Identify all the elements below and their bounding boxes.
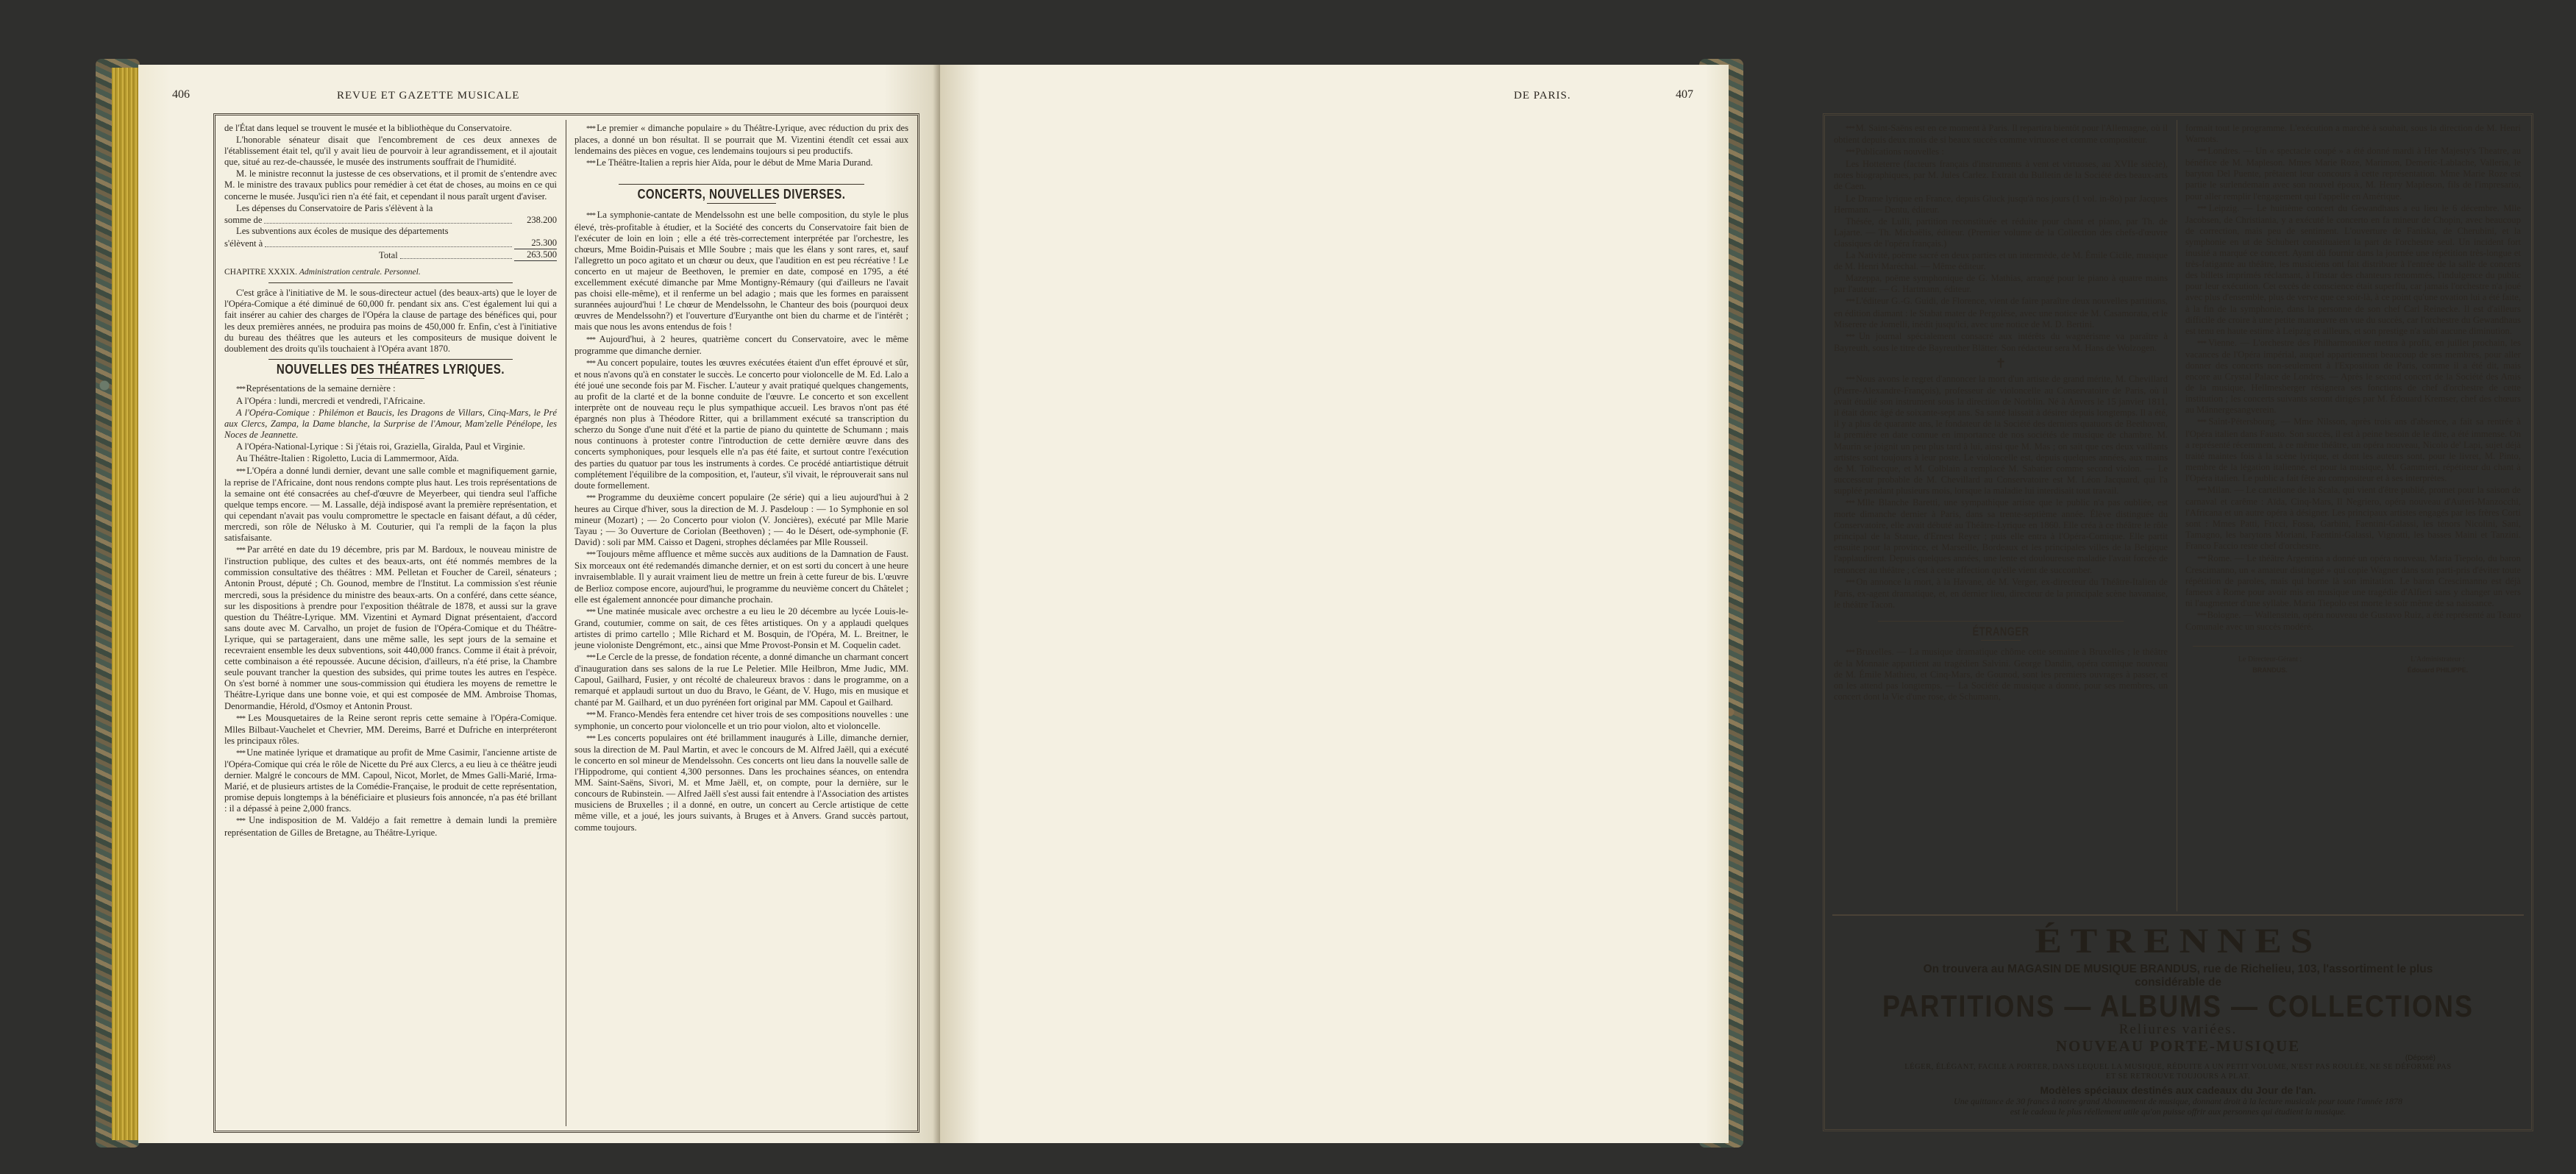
signature-name: Édouard PHILIPPE. (2407, 666, 2469, 675)
chapter-number: CHAPITRE XXXIX. (224, 268, 298, 277)
paragraph: Aujourd'hui, à 2 heures, quatrième concert du Conservatoire, avec le même programme que dimanche dernier. (574, 333, 909, 356)
paragraph: Les subventions aux écoles de musique des départements (236, 225, 449, 236)
budget-line-2 (224, 238, 557, 249)
paragraph: L'honorable sénateur disait que l'encombrement de ces deux annexes de l'établissement était tel, qu'il y avait lieu de pourvoir à leur agrandissement, et il ajoutait que, situé au rez-de-chaussée, le musée des instruments souffrait de l'humidité. (224, 135, 557, 168)
paragraph: Rome. — Le théâtre Argentina a donné un opéra nouveau, Maria Tiepolo, du baron Crescimanno, un « amateur distingué » qui copie Wagner dans son parti-pris d'éviter toute répétition de paroles, mais qui borne là son imitation. Le baron Crescimanno est déjà fameux à Rome pour avoir mis en musique une tragédie d'Alfieri sans y changer un vers ni l'augmenter d'une syllabe. Maria Tiepolo est morte le soir même de sa naissance. (2185, 552, 2521, 608)
paragraph: La Nativité, poëme sacré en deux parties et un intermède, de M. Émile Cicile, musique de M. Henri Maréchal. — Même éditeur. (1834, 250, 2168, 272)
signature-name: BRANDUS. (2252, 666, 2288, 675)
budget-amount: 238.200 (527, 214, 557, 225)
signatures (2185, 654, 2521, 676)
paragraph: Une indisposition de M. Valdéjo a fait remettre à demain lundi la première représentation de Gilles de Bretagne, au Théâtre-Lyrique. (224, 815, 557, 838)
running-head-right: DE PARIS. (1514, 90, 1571, 102)
ad-line: On trouvera au MAGASIN DE MUSIQUE BRANDUS, rue de Richelieu, 103, l'assortiment le plus (1923, 963, 2433, 975)
signature-title: L'Administrateur : (2410, 655, 2465, 664)
column-left-2: *** Le premier « dimanche populaire » du Théâtre-Lyrique, avec réduction du prix des places, a donné un bon résultat. Il se pourrait que M. Vizentini étendît cet essai aux lendemains des pièces en vogue, ces lendemains toujours si peu productifs. *** Le Théâtre-Italien a repris hier Aïda, pour le début de Mme Maria Durand. CONCERTS, NOUVELLES DIVERSES. *** La symphonie-cantate de Mendelssohn est une belle composition, du style le plus élevé, très-profitable à étudier, et la Société des concerts du Conservatoire fait bien de l'exécuter de loin en loin ; elle a été très-correctement interprétée par l'orchestre, les chœurs, Mme Boidin-Puisais et Mlle Soubre ; mais que les élans y sont rares, et, sauf l'allegretto un poco agitato et un chœur ou deux, que l'audition en est peu récréative ! Le concerto en ut majeur de Beethoven, le premier en date, composé en 1795, a été excellemment exécuté dimanche par Mme Montigny-Rémaury (qui d'ailleurs ne l'avait pas choisi elle-même), et il renferme un bel adagio ; mais que les formes en paraissent surannées aujourd'hui ! Le chœur de Mendelssohn, le Chanteur des bois (pourquoi deux œuvres de Mendelssohn?) et l'ouverture d'Euryanthe ont bien du charme et de l'intérêt ; mais que nous les avons entendus de fois ! *** Aujourd'hui, à 2 heures, quatrième concert du Conservatoire, avec le même programme que dimanche dernier. *** Au concert populaire, toutes les œuvres exécutées étaient d'un effet éprouvé et sûr, et nous n'avons qu'à en constater le succès. Le concerto pour violoncelle de M. Ed. Lalo a été joué une seconde fois par M. Fischer. L'auteur y avait pratiqué quelques changements, au profit de la clarté et de la bonne conduite de l'œuvre. Le concerto et son excellent interprète ont de nouveau reçu le plus sympathique accueil. Les bravos n'ont pas été épargnés non plus à Théodore Ritter, qui a brillamment exécuté sa transcription du scherzo du Songe d'une nuit d'été et la partie de piano du quintette de Schumann ; mais nous continuons à protester contre l'introduction de cette dernière œuvre dans des concerts symphoniques, pour lesquels elle n'a pas été faite, et surtout contre l'exécution des parties du quatuor par tous les instruments à cordes. Ce procédé antiartistique détruit complétement l'équilibre de la composition, et, l'auteur, s'il vivait, le réprouverait sans nul doute formellement. *** Programme du deuxième concert populaire (2e série) qui a lieu aujourd'hui à 2 heures au Cirque d'hiver, sous la direction de M. J. Pasdeloup : — 1o Symphonie en sol mineur (Mozart) ; — 2o Concerto pour violon (V. Joncières), exécuté par Mlle Marie Tayau ; — 3o Ouverture de Coriolan (Beethoven) ; — 4o le Désert, ode-symphonie (F. David) : soli par MM. Caisso et Dageni, strophes déclamées par Mlle Rousseil. *** Toujours même affluence et même succès aux auditions de la Damnation de Faust. Six morceaux ont été redemandés dimanche dernier, et on est sorti du concert à une heure invraisemblable. Il y aurait vraiment lieu de mettre un frein à cette fureur de bis. L'œuvre de Berlioz compose encore, aujourd'hui, le programme du neuvième concert du Châtelet ; elle est également annoncée pour dimanche prochain. *** Une matinée musicale avec orchestre a eu lieu le 20 décembre au lycée Louis-le-Grand, coutumier, comme on sait, de ces fêtes artistiques. On y a applaudi quelques artistes di primo cartello ; Mlle Richard et M. Bosquin, de l'Opéra, M. L. Breitner, le jeune violoniste Dengrémont, etc., ainsi que Mme Provost-Ponsin et M. Coquelin cadet. *** Le Cercle de la presse, de fondation récente, a donné dimanche un charmant concert d'inauguration dans ses salons de la rue Le Peletier. Mlle Heilbron, Mme Judic, MM. Capoul, Gailhard, Fusier, y ont récolté de chaleureux bravos : dans le programme, on a remarqué et applaudi surtout un duo du Bravo, le Géant, de V. Hugo, mis en musique et chanté par M. Gailhard, et un duo pyrénéen fort original par MM. Capoul et Gailhard. *** M. Franco-Mendès fera entendre cet hiver trois de ses compositions nouvelles : une symphonie, un concerto pour violoncelle et un trio pour violon, alto et violoncelle. *** Les concerts populaires ont été brillamment inaugurés à Lille, dimanche dernier, sous la direction de M. Paul Martin, et avec le concours de M. Alfred Jaëll, qui a exécuté le concerto en sol mineur de Mendelssohn. Ces concerts ont lieu dans la nouvelle salle de l'Hippodrome, qui contient 4,300 personnes. Dans les prochaines séances, on entendra MM. Saint-Saëns, Sivori, M. et Mme Jaëll, et, on compte, pour la dernière, sur le concours de Rubinstein. — Alfred Jaëll s'est aussi fait entendre à l'Association des artistes musiciens de Bruxelles ; il a donné, en outre, un concert au Cercle artistique de cette même ville, et a joué, les jours suivants, à Bruges et à Anvers. Grand succès partout, comme toujours. (574, 123, 909, 833)
paragraph: Nous avons le regret d'annoncer la mort d'un artiste de grand mérite, M. Chevillard (Pierre-Alexandre-François), professeur de violoncelle au Conservatoire de Paris, où il avait étudié son instrument sous la direction de Norblin. Né à Anvers le 15 janvier 1811, il était donc âgé de soixante-sept ans. Sa santé laissait à désirer depuis longtemps. Il a été, il y a plus de quarante ans, le fondateur de la Société des derniers quatuors de Beethoven, la première en date connue en importance de nos sociétés de musique de chambre. M. Maurin se joignit un peu plus tard à lui, ainsi que M. Mas ; on sait que ces deux vaillants artistes sont toujours à leur poste. Le violoncelle est, depuis quelques années, aux mains de M. Tolbecque, et M. Colblain a remplacé M. Sabatier comme second violon. — Le successeur probable de M. Chevillard au Conservatoire est M. Léon Jacquard, qui l'a suppléé pendant plusieurs mois, lorsque la maladie lui interdisait tout travail. (1834, 373, 2168, 496)
ad-headline: PARTITIONS — ALBUMS — COLLECTIONS (1882, 988, 2474, 1023)
ad-models: Modèles spéciaux destinés aux cadeaux du Jour de l'an. (2040, 1084, 2316, 1096)
total-label: Total (379, 250, 398, 261)
paragraph: Représentations de la semaine dernière : (246, 383, 396, 394)
paragraph: Londres. — Un « spectacle coupé » a été donné mardi à Her Majesty's Theatre, au bénéfice de M. Mapleson. Mmes Marie Roze, Marimon, Demeric-Lablache, Valleria, le baryton Del Puente, prêtaient leur concours à cette représentation. Mme Marie Roze est partie le surlendemain avec son nouvel époux, M. Henry Mapleson, fils de l'impresario, pour aller remplir l'engagement qui l'appelle en Amérique. (2185, 146, 2522, 202)
paragraph: Toujours même affluence et même succès aux auditions de la Damnation de Faust. Six morceaux ont été redemandés dimanche dernier, et on est sorti du concert à une heure invraisemblable. Il y aurait vraiment lieu de mettre un frein à cette fureur de bis. L'œuvre de Berlioz compose encore, aujourd'hui, le programme du neuvième concert du Châtelet ; elle est également annoncée pour dimanche prochain. (574, 549, 909, 605)
paragraph: L'éditeur G.-G. Guidi, de Florence, vient de faire paraître deux nouvelles partitions, en édition diamant : le Stabat mater de Pergolèse, avec une notice de M. Casamorata, et le Miserere de Jomelli, inédit jusqu'ici, avec une notice de M. D. Bertini. (1834, 296, 2168, 330)
right-page (940, 65, 2522, 1143)
paragraph: Mlle Blanche Baretti, une sympathique artiste que le public n'a pas oubliée, est morte dimanche dernier à Paris, dans sa trente-septième année. Élève distinguée du Conservatoire, elle avait débuté au Théâtre-Lyrique en 1860. Elle créa à ce théâtre le rôle principal de la Statue, d'Ernest Reyer ; puis elle entra à l'Opéra-Comique. Elle partit ensuite pour la province, et Marseille, Bordeaux et les principales villes de la Belgique l'applaudirent. Depuis quelques années, une lente et douloureuse maladie l'avait forcée de renoncer au théâtre ; c'est à cette affection qu'elle vient de succomber. (1834, 497, 2168, 575)
section-heading-concerts: CONCERTS, NOUVELLES DIVERSES. (637, 187, 846, 203)
paragraph: A l'Opéra-Comique : Philémon et Baucis, les Dragons de Villars, Cinq-Mars, le Pré aux Clercs, Zampa, la Dame blanche, la Surprise de l'Amour, Mam'zelle Pénélope, les Noces de Jeannette. (224, 408, 557, 441)
paragraph: Les Hotteterre (facteurs français d'instruments à vent et virtuoses, au XVIIe siècle), notes biographiques, par M. Jules Carlez. Extrait du Bulletin de la Société des beaux-arts de Caen. (1834, 159, 2168, 192)
ad-porte-musique: NOUVEAU PORTE-MUSIQUE (2055, 1037, 2301, 1055)
column-right-1: *** M. Saint-Saëns est en ce moment à Paris. Il repartira bientôt pour l'Allemagne, où il obtient depuis deux mois de si beaux succès comme virtuose et comme compositeur. *** Publications nouvelles : Les Hotteterre (facteurs français d'instruments à vent et virtuoses, au XVIIe siècle), notes biographiques, par M. Jules Carlez. Extrait du Bulletin de la Société des beaux-arts de Caen. Le Drame lyrique en France, depuis Gluck jusqu'à nos jours (1 vol. in-8o) par Jacques Hermann. — Dentu, éditeur. Thésée, de Lulli, partition reconstituée et réduite pour chant et piano, par Th. de Lajarte. — Th. Michaëlis, éditeur. (Premier volume de la Collection des chefs-d'œuvre classiques de l'opéra français.) La Nativité, poëme sacré en deux parties et un intermède, de M. Émile Cicile, musique de M. Henri Maréchal. — Même éditeur. Mazeppa, poëme symphonique de G. Mathias, arrangé pour le piano à quatre mains par l'auteur. — G. Hartmann, éditeur. *** L'éditeur G.-G. Guidi, de Florence, vient de faire paraître deux nouvelles partitions, en édition diamant : le Stabat mater de Pergolèse, avec une notice de M. Casamorata, et le Miserere de Jomelli, inédit jusqu'ici, avec une notice de M. D. Bertini. *** Un journal spécialement consacré aux intérêts du wagnérisme va paraître à Bayreuth, sous le titre de Bayreuther Blätter. Son rédacteur sera M. Hans de Wolzogen. ✝ *** Nous avons le regret d'annoncer la mort d'un artiste de grand mérite, M. Chevillard (Pierre-Alexandre-François), professeur de violoncelle au Conservatoire de Paris, où il avait étudié son instrument sous la direction de Norblin. Né à Anvers le 15 janvier 1811, il était donc âgé de soixante-sept ans. Sa santé laissait à désirer depuis longtemps. Il a été, il y a plus de quarante ans, le fondateur de la Société des derniers quatuors de Beethoven, la première en date connue en importance de nos sociétés de musique de chambre. M. Maurin se joignit un peu plus tard à lui, ainsi que M. Mas ; on sait que ces deux vaillants artistes sont toujours à leur poste. Le violoncelle est, depuis quelques années, aux mains de M. Tolbecque, et M. Colblain a remplacé M. Sabatier comme second violon. — Le successeur probable de M. Chevillard au Conservatoire est M. Léon Jacquard, qui l'a suppléé pendant plusieurs mois, lorsque la maladie lui interdisait tout travail. *** Mlle Blanche Baretti, une sympathique artiste que le public n'a pas oubliée, est morte dimanche dernier à Paris, dans sa trente-septième année. Élève distinguée du Conservatoire, elle avait débuté au Théâtre-Lyrique en 1860. Elle créa à ce théâtre le rôle principal de la Statue, d'Ernest Reyer ; puis elle entra à l'Opéra-Comique. Elle partit ensuite pour la province, et Marseille, Bordeaux et les principales villes de la Belgique l'applaudirent. Depuis quelques années, une lente et douloureuse maladie l'avait forcée de renoncer au théâtre ; c'est à cette affection qu'elle vient de succomber. *** On annonce la mort, à la Havane, de M. Verger, ex-directeur du Théâtre-Italien de Paris, ex-agent dramatique, et, en dernier lieu, directeur de la principale scène havanaise, le théâtre Tacon. ÉTRANGER *** Bruxelles. — La musique dramatique chôme cette semaine à Bruxelles ; le théâtre de la Monnaie appartient au tragédien Salvini. George Dandin, opéra comique nouveau de M. Émile Mathieu, et Cinq-Mars, de Gounod, sont les premiers ouvrages à passer, et on les attend pas longtemps. — La Société de musique a donné, pour ses membres, un concert dont la Vie d'une rose, de Schumann, (1834, 123, 2168, 702)
ad-subscription: Une quittance de 30 francs à notre grand Abonnement de musique, donnant droit à la lecture musicale pour toute l'année 1878 (1954, 1096, 2402, 1106)
paragraph: Au concert populaire, toutes les œuvres exécutées étaient d'un effet éprouvé et sûr, et nous n'avons qu'à en constater le succès. Le concerto pour violoncelle de M. Ed. Lalo a été joué une seconde fois par M. Fischer. L'auteur y avait pratiqué quelques changements, au profit de la clarté et de la bonne conduite de l'œuvre. Le concerto et son excellent interprète ont de nouveau reçu le plus sympathique accueil. Les bravos n'ont pas été épargnés non plus à Théodore Ritter, qui a brillamment exécuté sa transcription du scherzo du Songe d'une nuit d'été et la partie de piano du quintette de Schumann ; mais nous continuons à protester contre l'introduction de cette dernière œuvre dans des concerts symphoniques, pour lesquels elle n'a pas été faite, et surtout contre l'exécution des parties du quatuor par tous les instruments à cordes. Ce procédé antiartistique détruit complétement l'équilibre de la composition, et, l'auteur, s'il vivait, le réprouverait sans nul doute formellement. (574, 357, 908, 491)
paragraph: Une matinée lyrique et dramatique au profit de Mme Casimir, l'ancienne artiste de l'Opéra-Comique qui créa le rôle de Nicette du Pré aux Clercs, a eu lieu à ce théâtre jeudi dernier. Malgré le concours de MM. Capoul, Nicot, Morlet, de Mmes Galli-Marié, Irma-Marié, et de plusieurs artistes de la Comédie-Française, le produit de cette représentation, promise depuis longtemps à la bénéficiaire et plusieurs fois annoncée, n'a pas été brillant : il a dépassé à peine 2,000 francs. (224, 747, 558, 814)
column-right-2: formait tout le programme. L'exécution a marché à souhait, sous la direction de M. Henri Warnots. *** Londres. — Un « spectacle coupé » a été donné mardi à Her Majesty's Theatre, au bénéfice de M. Mapleson. Mmes Marie Roze, Marimon, Demeric-Lablache, Valleria, le baryton Del Puente, prêtaient leur concours à cette représentation. Mme Marie Roze est partie le surlendemain avec son nouvel époux, M. Henry Mapleson, fils de l'impresario, pour aller remplir l'engagement qui l'appelle en Amérique. *** Leipzig. — Le huitième concert du Gewandhaus a eu lieu le 6 décembre. Mlle Jacobsen, de Christiania, y a exécuté le concerto en fa mineur de Chopin, avec beaucoup de correction, mais peu de sentiment. L'ouverture de Faniska, de Cherubini, et la symphonie en ut de Schubert constituaient la part de l'orchestre seul. Un incident fort inusité a marqué ce concert. Ayant dû fournir dans la journée une répétition très-longue et très-fatigante au théâtre, les musiciens ont fait distribuer à l'entrée de la salle de concerts des billets imprimés réclamant, à l'instar des chanteurs renommés, l'indulgence du public pour leur exécution. Cet excès de conscience était superflu, car jamais l'orchestre n'a joué avec plus d'ensemble, plus de verve que ce soir-là, à ce point qu'une ovation lui a été faite, à la fin de la symphonie, dans la personne de son chef Carl Reinecke. Il est d'ailleurs difficile de croire à une petite manœuvre en vue du succès, car l'orchestre du Gewandhaus est tenu en haute estime à Leipzig et ailleurs, et son prestige n'a subi aucune diminution. *** Vienne. — L'orchestre des Philharmoniker mettra à profit, en juillet prochain, les vacances de l'Opéra impérial, auquel appartiennent beaucoup de ses membres, pour aller donner des concerts non-seulement à l'Exposition de Paris, comme il a été dit, mais encore au Crystal Palace de Londres. — Après le second concert de la Société des Amis de la musique, Hellmesberger résignera ses fonctions de chef d'orchestre de cette institution ; les concerts suivants seront dirigés par M. Édouard Kremser, chef des chœurs au Männergesangverein. *** Saint-Pétersbourg. — Mme Nilsson, après trois ans d'absence, a fait sa rentrée à l'Opéra italien dans Fausto. Son succès, il est à peine besoin de le dire, a été immense. On a représenté récemment, à ce même théâtre, un opéra nouveau, Nicolo de' Lapi, sujet déjà traité maintes fois à la scène lyrique, et dont les auteurs sont, pour le livret, M. Pinto, membre de la légation italienne, et pour la musique, M. Gammieri, répétiteur du chant à l'Opéra italien. Le public a fait fête au compositeur et à ses interprètes. *** Milan. — Le cartellone de la Scala, qui vient d'être publié, promet pour la saison de carnaval et carême : Aïda, Cinq-Mars, Il Negriero, opéra nouveau d'Auteri-Manzocchi, l'Africana et un autre opéra à désigner. Les principaux artistes engagés par les frères Corti sont : Mmes Patti, Fricci, Fossa, Garbini, Faentini-Galassi, les ténors Nicolini, Sani, Tamagno, les barytons Moriani, Faentini-Galassi, Vignotti, les basses Maini et Tanzini. Franco Faccio reste chef d'orchestre. *** Rome. — Le théâtre Argentina a donné un opéra nouveau, Maria Tiepolo, du baron Crescimanno, un « amateur distingué » qui copie Wagner dans son parti-pris d'éviter toute répétition de paroles, mais qui borne là son imitation. Le baron Crescimanno est déjà fameux à Rome pour avoir mis en musique une tragédie d'Alfieri sans y changer un vers ni l'augmenter d'une syllabe. Maria Tiepolo est morte le soir même de sa naissance. *** Bologne. — Wallenstein, opéra nouveau de Gustavo Ruiz, a été représenté au Teatro Comunale avec un succès modéré. Le Directeur-Gérant : BRANDUS. L'Administrateur : Édouard PHILIPPE. (2185, 123, 2521, 907)
paragraph: Le Drame lyrique en France, depuis Gluck jusqu'à nos jours (1 vol. in-8o) par Jacques Hermann. — Dentu, éditeur. (1834, 193, 2168, 215)
paragraph: L'Opéra a donné lundi dernier, devant une salle comble et magnifiquement garnie, la reprise de l'Africaine, dont nous rendons compte plus haut. Les trois représentations de la semaine ont été consacrées au chef-d'œuvre de Meyerbeer, qui tiendra seul l'affiche quelque temps encore. — M. Lassalle, déjà indisposé avant la première représentation, et qui cependant n'avait pas voulu compromettre le spectacle en faisant défaut, a dû céder, mercredi, son rôle de Nélusko à M. Couturier, qui l'a rempli de la façon la plus satisfaisante. (224, 465, 557, 544)
paragraph: de l'État dans lequel se trouvent le musée et la bibliothèque du Conservatoire. (224, 123, 512, 133)
paragraph: Publications nouvelles : (1855, 146, 1944, 157)
ad-description: ET SE RETROUVE TOUJOURS A PLAT. (2105, 1072, 2251, 1081)
gilt-page-edges (112, 68, 140, 1140)
paragraph: Le Cercle de la presse, de fondation récente, a donné dimanche un charmant concert d'inauguration dans ses salons de la rue Le Peletier. Mlle Heilbron, Mme Judic, MM. Capoul, Gailhard, Fusier, y ont récolté de chaleureux bravos : dans le programme, on a remarqué et applaudi surtout un duo du Bravo, le Géant, de V. Hugo, mis en musique et chanté par M. Gailhard, et un duo pyrénéen fort original par MM. Capoul et Gailhard. (574, 652, 908, 708)
ad-subscription: est le cadeau le plus réellement utile qu'on puisse offrir aux personnes qui étudient la musique. (2010, 1106, 2346, 1117)
paragraph: Par arrêté en date du 19 décembre, pris par M. Bardoux, le nouveau ministre de l'instruction publique, des cultes et des beaux-arts, ont été nommés membres de la commission consultative des théâtres : MM. Pelletan et Foucher de Careil, sénateurs ; Antonin Proust, député ; Ch. Gounod, membre de l'Institut. La commission s'est réunie mercredi, sous la présidence du ministre des beaux-arts. On a conféré, dans cette séance, sur les dispositions à prendre pour l'exposition théâtrale de 1878, et aussi sur la grave question du Théâtre-Lyrique. MM. Vizentini et Aymard Dignat présentaient, d'accord sans doute avec M. Carvalho, un projet de fusion de l'Opéra-Comique et du Théâtre-Lyrique, qui se partageraient, dans une même salle, les sept jours de la semaine et recevraient ensemble les deux subventions, soit 440,000 francs. Comme il était à prévoir, cette combinaison a été repoussée. Aucune décision, d'ailleurs, n'a été prise, la Chambre seule pouvant trancher la question des subsides, qui prime toutes les autres en l'espèce. On s'est borné à nommer une sous-commission qui étudiera les moyens de remettre le Théâtre-Lyrique dans une bonne voie, et qui est composée de MM. Ambroise Thomas, Denormandie, Hérold, d'Osmoy et Antonin Proust. (224, 544, 558, 711)
budget-label: somme de (224, 214, 263, 225)
ad-title: ÉTRENNES (2035, 922, 2321, 961)
signature-title: Le Directeur-Gérant : (2238, 655, 2302, 664)
paragraph: Vienne. — L'orchestre des Philharmoniker mettra à profit, en juillet prochain, les vacances de l'Opéra impérial, auquel appartiennent beaucoup de ses membres, pour aller donner des concerts non-seulement à l'Exposition de Paris, comme il a été dit, mais encore au Crystal Palace de Londres. — Après le second concert de la Société des Amis de la musique, Hellmesberger résignera ses fonctions de chef d'orchestre de cette institution ; les concerts suivants seront dirigés par M. Édouard Kremser, chef des chœurs au Männergesangverein. (2185, 337, 2521, 416)
column-left-1: de l'État dans lequel se trouvent le musée et la bibliothèque du Conservatoire. L'honorable sénateur disait que l'encombrement de ces deux annexes de l'établissement était tel, qu'il y avait lieu de pourvoir à leur agrandissement, et il ajoutait que, situé au rez-de-chaussée, le musée des instruments souffrait de l'humidité. M. le ministre reconnut la justesse de ces observations, et il promit de s'entendre avec M. le ministre des travaux publics pour remédier à cet état de choses, au moins en ce qui concerne le musée. Jusqu'ici rien n'a été fait, et cependant il nous paraît urgent d'aviser. Les dépenses du Conservatoire de Paris s'élèvent à la somme de 238.200 Les subventions aux écoles de musique des départements s'élèvent à 25.300 Total 263.500 CHAPITRE XXXIX. Administration centrale. Personnel. C'est grâce à l'initiative de M. le sous-directeur actuel (des beaux-arts) que le loyer de l'Opéra-Comique a été diminué de 60,000 fr. pendant six ans. C'est également lui qui a fait insérer au cahier des charges de l'Opéra la clause de partage des bénéfices qui, pour les deux premières années, ne produira pas moins de 450,000 fr. Enfin, c'est à l'initiative du bureau des théâtres que les auteurs et les compositeurs de musique doivent le doublement des droits qu'ils touchaient à l'Opéra avant 1870. NOUVELLES DES THÉATRES LYRIQUES. *** Représentations de la semaine dernière : A l'Opéra : lundi, mercredi et vendredi, l'Africaine. A l'Opéra-Comique : Philémon et Baucis, les Dragons de Villars, Cinq-Mars, le Pré aux Clercs, Zampa, la Dame blanche, la Surprise de l'Amour, Mam'zelle Pénélope, les Noces de Jeannette. A l'Opéra-National-Lyrique : Si j'étais roi, Graziella, Giralda, Paul et Virginie. Au Théâtre-Italien : Rigoletto, Lucia di Lammermoor, Aïda. *** L'Opéra a donné lundi dernier, devant une salle comble et magnifiquement garnie, la reprise de l'Africaine, dont nous rendons compte plus haut. Les trois représentations de la semaine ont été consacrées au chef-d'œuvre de Meyerbeer, qui tiendra seul l'affiche quelque temps encore. — M. Lassalle, déjà indisposé avant la première représentation, et qui cependant n'avait pas voulu compromettre le spectacle en faisant défaut, a dû céder, mercredi, son rôle de Nélusko à M. Couturier, qui l'a rempli de la façon la plus satisfaisante. *** Par arrêté en date du 19 décembre, pris par M. Bardoux, le nouveau ministre de l'instruction publique, des cultes et des beaux-arts, ont été nommés membres de la commission consultative des théâtres : MM. Pelletan et Foucher de Careil, sénateurs ; Antonin Proust, député ; Ch. Gounod, membre de l'Institut. La commission s'est réunie mercredi, sous la présidence du ministre des beaux-arts. On a conféré, dans cette séance, sur les dispositions à prendre pour l'exposition théâtrale de 1878, et aussi sur la grave question du Théâtre-Lyrique. MM. Vizentini et Aymard Dignat présentaient, d'accord sans doute avec M. Carvalho, un projet de fusion de l'Opéra-Comique et du Théâtre-Lyrique, qui se partageraient, dans une même salle, les sept jours de la semaine et recevraient ensemble les deux subventions, soit 440,000 francs. Comme il était à prévoir, cette combinaison a été repoussée. Aucune décision, d'ailleurs, n'a été prise, la Chambre seule pouvant trancher la question des subsides, qui prime toutes les autres en l'espèce. On s'est borné à nommer une sous-commission qui étudiera les moyens de remettre le Théâtre-Lyrique dans une bonne voie, et qui est composée de MM. Ambroise Thomas, Denormandie, Hérold, d'Osmoy et Antonin Proust. *** Les Mousquetaires de la Reine seront repris cette semaine à l'Opéra-Comique. Mlles Bilbaut-Vauchelet et Chevrier, MM. Dereims, Barré et Dufriche en interpréteront les principaux rôles. *** Une matinée lyrique et dramatique au profit de Mme Casimir, l'ancienne artiste de l'Opéra-Comique qui créa le rôle de Nicette du Pré aux Clercs, a eu lieu à ce théâtre jeudi dernier. Malgré le concours de MM. Capoul, Nicot, Morlet, de Mmes Galli-Marié, Irma-Marié, et de plusieurs artistes de la Comédie-Française, le produit de cette représentation, promise depuis longtemps à la bénéficiaire et plusieurs fois annoncée, n'a pas été brillant : il a dépassé à peine 2,000 francs. *** Une indisposition de M. Valdéjo a fait remettre à demain lundi la première représentation de Gilles de Bretagne, au Théâtre-Lyrique. (224, 123, 558, 838)
signature-director (2238, 654, 2302, 676)
page-number-right: 407 (1676, 88, 1693, 101)
chapter-heading (224, 267, 557, 278)
paragraph: Mazeppa, poëme symphonique de G. Mathias, arrangé pour le piano à quatre mains par l'auteur. — G. Hartmann, éditeur. (1834, 273, 2168, 295)
budget-amount: 25.300 (514, 238, 557, 249)
signature-administrator (2408, 654, 2469, 676)
paragraph: Un journal spécialement consacré aux intérêts du wagnérisme va paraître à Bayreuth, sous le titre de Bayreuther Blätter. Son rédacteur sera M. Hans de Wolzogen. (1834, 330, 2168, 353)
paragraph: Les dépenses du Conservatoire de Paris s'élèvent à la (236, 202, 433, 213)
ad-description: LÉGER, ÉLÉGANT, FACILE A PORTER, DANS LEQUEL LA MUSIQUE, RÉDUITE A UN PETIT VOLUME, N'EST PAS ROULÉE, NE SE DÉFORME PAS (1904, 1063, 2452, 1071)
paragraph: Au Théâtre-Italien : Rigoletto, Lucia di Lammermoor, Aïda. (236, 453, 459, 464)
page-number-left: 406 (172, 88, 190, 101)
paragraph: Programme du deuxième concert populaire (2e série) qui a lieu aujourd'hui à 2 heures au Cirque d'hiver, sous la direction de M. J. Pasdeloup : — 1o Symphonie en sol mineur (Mozart) ; — 2o Concerto pour violon (V. Joncières), exécuté par Mlle Marie Tayau ; — 3o Ouverture de Coriolan (Beethoven) ; — 4o le Désert, ode-symphonie (F. David) : soli par MM. Caisso et Dageni, strophes déclamées par Mlle Rousseil. (574, 491, 909, 548)
left-page (138, 65, 940, 1143)
paragraph: Saint-Pétersbourg. — Mme Nilsson, après trois ans d'absence, a fait sa rentrée à l'Opéra italien dans Fausto. Son succès, il est à peine besoin de le dire, a été immense. On a représenté récemment, à ce même théâtre, un opéra nouveau, Nicolo de' Lapi, sujet déjà traité maintes fois à la scène lyrique, et dont les auteurs sont, pour le livret, M. Pinto, membre de la légation italienne, et pour la musique, M. Gammieri, répétiteur du chant à l'Opéra italien. Le public a fait fête au compositeur et à ses interprètes. (2185, 416, 2522, 483)
paragraph: Leipzig. — Le huitième concert du Gewandhaus a eu lieu le 6 décembre. Mlle Jacobsen, de Christiania, y a exécuté le concerto en fa mineur de Chopin, avec beaucoup de correction, mais peu de sentiment. L'ouverture de Faniska, de Cherubini, et la symphonie en ut de Schubert constituaient la part de l'orchestre seul. Un incident fort inusité a marqué ce concert. Ayant dû fournir dans la journée une répétition très-longue et très-fatigante au théâtre, les musiciens ont fait distribuer à l'entrée de la salle de concerts des billets imprimés réclamant, à l'instar des chanteurs renommés, l'indulgence du public pour leur exécution. Cet excès de conscience était superflu, car jamais l'orchestre n'a joué avec plus d'ensemble, plus de verve que ce soir-là, à ce point qu'une ovation lui a été faite, à la fin de la symphonie, dans la personne de son chef Carl Reinecke. Il est d'ailleurs difficile de croire à une petite manœuvre en vue du succès, car l'orchestre du Gewandhaus est tenu en haute estime à Leipzig et ailleurs, et son prestige n'a subi aucune diminution. (2185, 202, 2521, 336)
paragraph: On annonce la mort, à la Havane, de M. Verger, ex-directeur du Théâtre-Italien de Paris, ex-agent dramatique, et, en dernier lieu, directeur de la principale scène havanaise, le théâtre Tacon. (1834, 576, 2168, 610)
running-head-left: REVUE ET GAZETTE MUSICALE (337, 90, 520, 102)
paragraph: A l'Opéra : lundi, mercredi et vendredi, l'Africaine. (236, 395, 426, 406)
paragraph: M. le ministre reconnut la justesse de ces observations, et il promit de s'entendre avec M. le ministre des travaux publics pour remédier à cet état de choses, au moins en ce qui concerne le musée. Jusqu'ici rien n'a été fait, et cependant il nous paraît urgent d'aviser. (224, 168, 557, 202)
paragraph: Thésée, de Lulli, partition reconstituée et réduite pour chant et piano, par Th. de Lajarte. — Th. Michaëlis, éditeur. (Premier volume de la Collection des chefs-d'œuvre classiques de l'opéra français.) (1834, 216, 2168, 249)
paragraph: Milan. — Le cartellone de la Scala, qui vient d'être publié, promet pour la saison de carnaval et carême : Aïda, Cinq-Mars, Il Negriero, opéra nouveau d'Auteri-Manzocchi, l'Africana et un autre opéra à désigner. Les principaux artistes engagés par les frères Corti sont : Mmes Patti, Fricci, Fossa, Garbini, Faentini-Galassi, les ténors Nicolini, Sani, Tamagno, les barytons Moriani, Faentini-Galassi, Vignotti, les basses Maini et Tanzini. Franco Faccio reste chef d'orchestre. (2185, 485, 2522, 552)
ad-reliures: Reliures variées. (2118, 1022, 2238, 1037)
paragraph: Une matinée musicale avec orchestre a eu lieu le 20 décembre au lycée Louis-le-Grand, coutumier, comme on sait, de ces fêtes artistiques. On y a applaudi quelques artistes di primo cartello ; Mlle Richard et M. Bosquin, de l'Opéra, M. L. Breitner, le jeune violoniste Dengrémont, etc., ainsi que Mme Provost-Ponsin et M. Coquelin cadet. (574, 605, 908, 651)
paragraph: Le premier « dimanche populaire » du Théâtre-Lyrique, avec réduction du prix des places, a donné un bon résultat. Il se pourrait que M. Vizentini étendît cet essai aux lendemains des pièces en vogue, ces lendemains toujours si peu productifs. (574, 123, 909, 157)
ad-depose: (Déposé) (2405, 1054, 2436, 1062)
text-frame-left (213, 113, 919, 1133)
paragraph: Les concerts populaires ont été brillamment inaugurés à Lille, dimanche dernier, sous la direction de M. Paul Martin, et avec le concours de M. Alfred Jaëll, qui a exécuté le concerto en sol mineur de Mendelssohn. Ces concerts ont lieu dans la nouvelle salle de l'Hippodrome, qui contient 4,300 personnes. Dans les prochaines séances, on entendra MM. Saint-Saëns, Sivori, M. et Mme Jaëll, et, on compte, pour la dernière, sur le concours de Rubinstein. — Alfred Jaëll s'est aussi fait entendre à l'Association des artistes musiciens de Bruxelles ; il a donné, en outre, un concert au Cercle artistique de cette même ville, et a joué, les jours suivants, à Bruges et à Anvers. Grand succès partout, comme toujours. (574, 732, 908, 833)
paragraph: C'est grâce à l'initiative de M. le sous-directeur actuel (des beaux-arts) que le loyer de l'Opéra-Comique a été diminué de 60,000 fr. pendant six ans. C'est également lui qui a fait insérer au cahier des charges de l'Opéra la clause de partage des bénéfices qui, pour les deux premières années, ne produira pas moins de 450,000 fr. Enfin, c'est à l'initiative du bureau des théâtres que les auteurs et les compositeurs de musique doivent le doublement des droits qu'ils touchaient à l'Opéra avant 1870. (224, 288, 557, 354)
paragraph: Bologne. — Wallenstein, opéra nouveau de Gustavo Ruiz, a été représenté au Teatro Comunale avec un succès modéré. (2185, 610, 2521, 633)
chapter-title: Administration centrale. Personnel. (299, 268, 421, 277)
cross-icon: ✝ (1995, 355, 2007, 371)
section-heading-theatres: NOUVELLES DES THÉATRES LYRIQUES. (276, 361, 505, 377)
paragraph: formait tout le programme. L'exécution a marché à souhait, sous la direction de M. Henri Warnots. (2185, 123, 2521, 145)
total-amount: 263.500 (514, 249, 557, 261)
paragraph: Bruxelles. — La musique dramatique chôme cette semaine à Bruxelles ; le théâtre de la Monnaie appartient au tragédien Salvini. George Dandin, opéra comique nouveau de M. Émile Mathieu, et Cinq-Mars, de Gounod, sont les premiers ouvrages à passer, et on les attend pas longtemps. — La Société de musique a donné, pour ses membres, un concert dont la Vie d'une rose, de Schumann, (1834, 647, 2168, 702)
paragraph: M. Saint-Saëns est en ce moment à Paris. Il repartira bientôt pour l'Allemagne, où il obtient depuis deux mois de si beaux succès comme virtuose et comme compositeur. (1834, 123, 2168, 146)
paragraph: A l'Opéra-National-Lyrique : Si j'étais roi, Graziella, Giralda, Paul et Virginie. (236, 441, 525, 452)
paragraph: M. Franco-Mendès fera entendre cet hiver trois de ses compositions nouvelles : une symphonie, un concerto pour violoncelle et un trio pour violon, alto et violoncelle. (574, 708, 909, 731)
budget-total (224, 249, 557, 261)
ad-line: considérable de (2134, 976, 2221, 989)
paragraph: Les Mousquetaires de la Reine seront repris cette semaine à l'Opéra-Comique. Mlles Bilbaut-Vauchelet et Chevrier, MM. Dereims, Barré et Dufriche en interpréteront les principaux rôles. (224, 712, 558, 746)
section-heading-etranger: ÉTRANGER (1972, 625, 2029, 638)
paragraph: La symphonie-cantate de Mendelssohn est une belle composition, du style le plus élevé, très-profitable à étudier, et la Société des concerts du Conservatoire fait bien de l'exécuter de loin en loin ; elle a été très-correctement interprétée par l'orchestre, les chœurs, Mme Boidin-Puisais et Mlle Soubre ; mais que les élans y sont rares, et, sauf l'allegretto un poco agitato et un chœur ou deux, que l'audition en est peu récréative ! Le concerto en ut majeur de Beethoven, le premier en date, composé en 1795, a été excellemment exécuté dimanche par Mme Montigny-Rémaury (qui d'ailleurs ne l'avait pas choisi elle-même), et il renferme un bel adagio ; mais que les formes en paraissent surannées aujourd'hui ! Le chœur de Mendelssohn, le Chanteur des bois (pourquoi deux œuvres de Mendelssohn?) et l'ouverture d'Euryanthe ont bien du charme et de l'intérêt ; mais que nous les avons entendus de fois ! (574, 210, 909, 332)
budget-line-1 (224, 215, 557, 226)
text-frame-right (1823, 113, 2533, 1131)
budget-label: s'élèvent à (224, 238, 263, 249)
bound-volume (96, 59, 2522, 1148)
advertisement-etrennes (1832, 914, 2524, 1122)
paragraph: Le Théâtre-Italien a repris hier Aïda, pour le début de Mme Maria Durand. (596, 157, 873, 168)
